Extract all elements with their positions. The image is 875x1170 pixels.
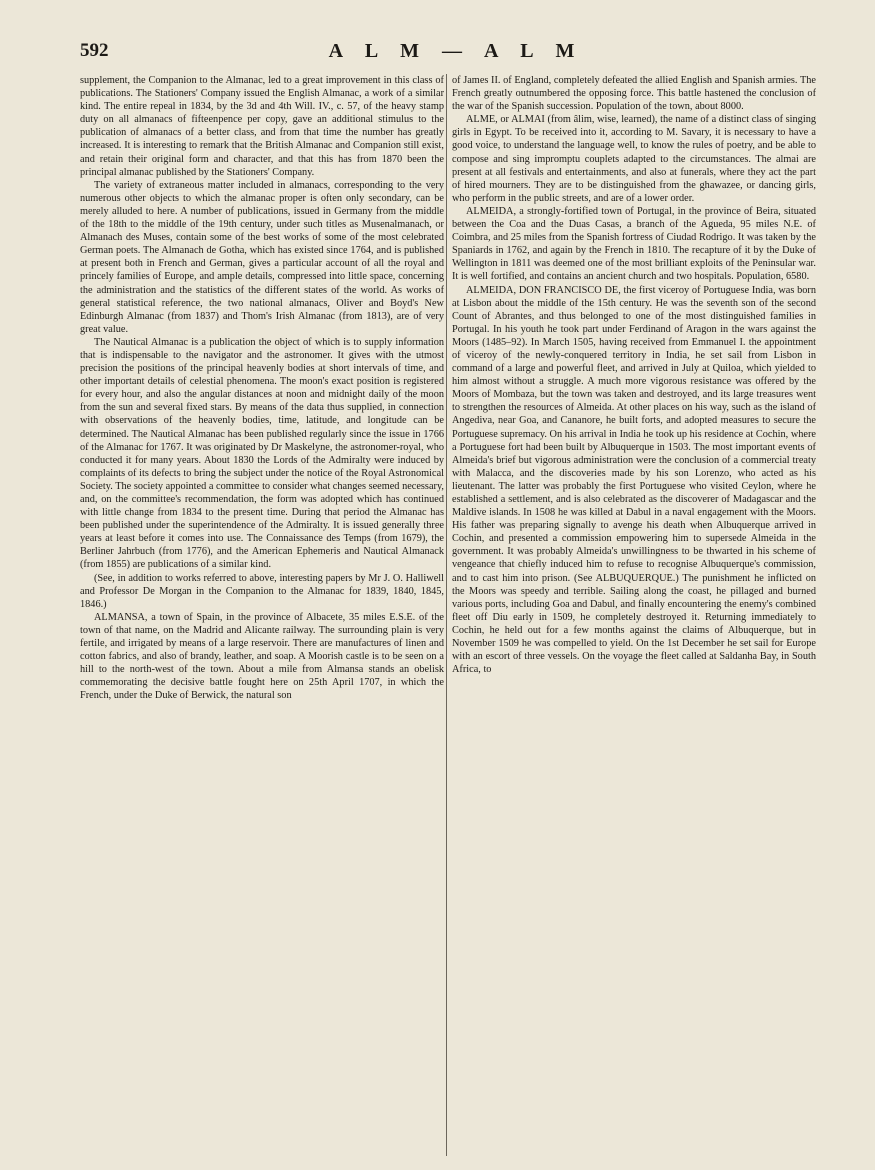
running-header: [80, 40, 832, 70]
left-column: [80, 74, 444, 1160]
paragraph-extraneous-matter: The variety of extraneous matter included in almanacs, corresponding to the very numerous other objects to which the almanac proper is often only secondary, can be merely alluded to here. A number of publications, issued in Germany from the middle of the 18th to the middle of the 19th century, under such titles as Musenalmanach, or Almanach des Muses, contain some of the best works of some of the most celebrated German poets. The Almanach de Gotha, which has existed since 1764, and is published at present both in French and German, gives a particular account of all the royal and princely families of Europe, and ample details, compressed into little space, concerning the administration and the statistics of the different states of the world. As works of general statistical reference, the two national almanacs, Oliver and Boyd's New Edinburgh Almanac (from 1837) and Thom's Irish Almanac (from 1813), are of very great value.: [80, 179, 444, 335]
paragraph-references: (See, in addition to works referred to above, interesting papers by Mr J. O. Halliwell and Professor De Morgan in the Companion to the Almanac for 1839, 1840, 1845, 1846.): [80, 572, 444, 610]
running-title: A L M — A L M: [328, 40, 584, 62]
paragraph-almanac-continued: supplement, the Companion to the Almanac, led to a great improvement in this class of publications. The Stationers' Company issued the English Almanac, a work of a similar kind. The entire repeal in 1834, by the 3d and 4th Will. IV., c. 57, of the heavy stamp duty on all almanacs of fifteenpence per copy, gave an additional stimulus to the publication of almanacs of a better class, and from that time the number has greatly increased. It is interesting to remark that the British Almanac and Companion still exist, and retain their original form and character, and that this has from 1870 been the principal almanac published by the Stationers' Company.: [80, 75, 444, 178]
entry-alme: ALME, or ALMAI (from âlim, wise, learned), the name of a distinct class of singing girls in Egypt. To be received into it, according to M. Savary, it is necessary to have a good voice, to understand the language well, to know the rules of poetry, and be able to compose and sing impromptu couplets adapted to the circumstances. The almai are present at all festivals and entertainments, and also at funerals, where they act the part of hired mourners. They are to be distinguished from the ghawazee, or dancing girls, who perform in the public streets, and are of a lower order.: [452, 114, 816, 204]
page-number: 592: [80, 40, 109, 61]
paragraph-nautical-almanac: The Nautical Almanac is a publication the object of which is to supply information that is indispensable to the navigator and the astronomer. It gives with the utmost precision the positions of the principal heavenly bodies at short intervals of time, and other important details of celestial phenomena. The moon's exact position is registered for every hour, and also the angular distances at noon and midnight daily of the moon from the sun and several fixed stars. By means of the data thus supplied, in connection with observations of the heavenly bodies, time, latitude, and longitude can be determined. The Nautical Almanac has been published regularly since the issue in 1766 of the Almanac for 1767. It was originated by Dr Maskelyne, the astronomer-royal, who conducted it for many years. About 1830 the Lords of the Admiralty were induced by complaints of its defects to bring the subject under the notice of the Royal Astronomical Society. The society appointed a committee to consider what changes seemed necessary, and, on the committee's recommendation, the form was adopted which has continued with little change from 1834 to the present time. During that period the Almanac has been published under the superintendence of the Admiralty. It is issued generally three years at least before it comes into use. The Connaissance des Temps (from 1679), the Berliner Jahrbuch (from 1776), and the American Ephemeris and Nautical Almanack (from 1855) are publications of a similar kind.: [80, 336, 444, 571]
right-column: [452, 74, 816, 1160]
column-divider: [446, 74, 447, 1156]
entry-almeida-town: ALMEIDA, a strongly-fortified town of Portugal, in the province of Beira, situated between the Coa and the Duas Casas, a branch of the Agueda, 95 miles N.E. of Coimbra, and 25 miles from the Spanish fortress of Ciudad Rodrigo. It was taken by the Spaniards in 1762, and again by the French in 1810. The recapture of it by the Duke of Wellington in 1811 was deemed one of the most brilliant exploits of the Peninsular war. It is well fortified, and contains an ancient church and two hospitals. Population, 6580.: [452, 205, 816, 283]
paragraph-almansa-continued: of James II. of England, completely defeated the allied English and Spanish armies. The French greatly outnumbered the opposing force. This battle hastened the conclusion of the war of the Spanish succession. Population of the town, about 8000.: [452, 75, 816, 113]
entry-almeida-francisco: ALMEIDA, DON FRANCISCO DE, the first viceroy of Portuguese India, was born at Lisbon about the middle of the 15th century. He was the seventh son of the second Count of Abrantes, and thus belonged to one of the most distinguished families in Portugal. In his youth he took part under Ferdinand of Aragon in the wars against the Moors (1485–92). In March 1505, having received from Emmanuel I. the appointment of viceroy of the newly-conquered territory in India, he set sail from Lisbon in command of a large and powerful fleet, and arrived in July at Quiloa, which yielded to him almost without a struggle. A much more vigorous resistance was offered by the Moors of Mombaza, but the town was taken and destroyed, and its large treasures went to strengthen the resources of Almeida. At other places on his way, such as the island of Angediva, near Goa, and Cananore, he built forts, and adopted measures to secure the Portuguese supremacy. On his arrival in India he took up his residence at Cochin, where a Portuguese fort had been built by Albuquerque in 1503. The most important events of Almeida's brief but vigorous administration were the conclusion of a commercial treaty with Malacca, and the discoveries made by his son Lorenzo, who acted as his lieutenant. The latter was probably the first Portuguese who visited Ceylon, where he established a settlement, and is also celebrated as the discoverer of Madagascar and the Maldive islands. In 1508 he was killed at Dabul in a naval engagement with the Moors. His father was preparing signally to avenge his death when Albuquerque arrived in Cochin, and presented a commission empowering him to supersede Almeida in the government. It was probably Almeida's unwillingness to be thwarted in his scheme of vengeance that chiefly induced him to refuse to recognise Albuquerque's commission, and to cast him into prison. (See ALBUQUERQUE.) The punishment he inflicted on the Moors was speedy and terrible. Sailing along the coast, he pillaged and burned various ports, including Goa and Dabul, and finally encountering the enemy's combined fleet off Diu early in 1509, he completely destroyed it. Returning immediately to Cochin, he held out for a few months against the claims of Albuquerque, but in November 1509 he was compelled to yield. On the 1st December he set sail for Europe with an escort of three vessels. On the voyage the fleet called at Saldanha Bay, in South Africa, to: [452, 284, 816, 676]
entry-almansa: ALMANSA, a town of Spain, in the province of Albacete, 35 miles E.S.E. of the town of that name, on the Madrid and Alicante railway. The surrounding plain is very fertile, and irrigated by means of a large reservoir. There are manufactures of linen and cotton fabrics, and also of brandy, leather, and soap. A Moorish castle is to be seen on a hill to the north-west of the town. About a mile from Almansa stands an obelisk commemorating the decisive battle fought here on 25th April 1707, in which the French, under the Duke of Berwick, the natural son: [80, 611, 444, 702]
